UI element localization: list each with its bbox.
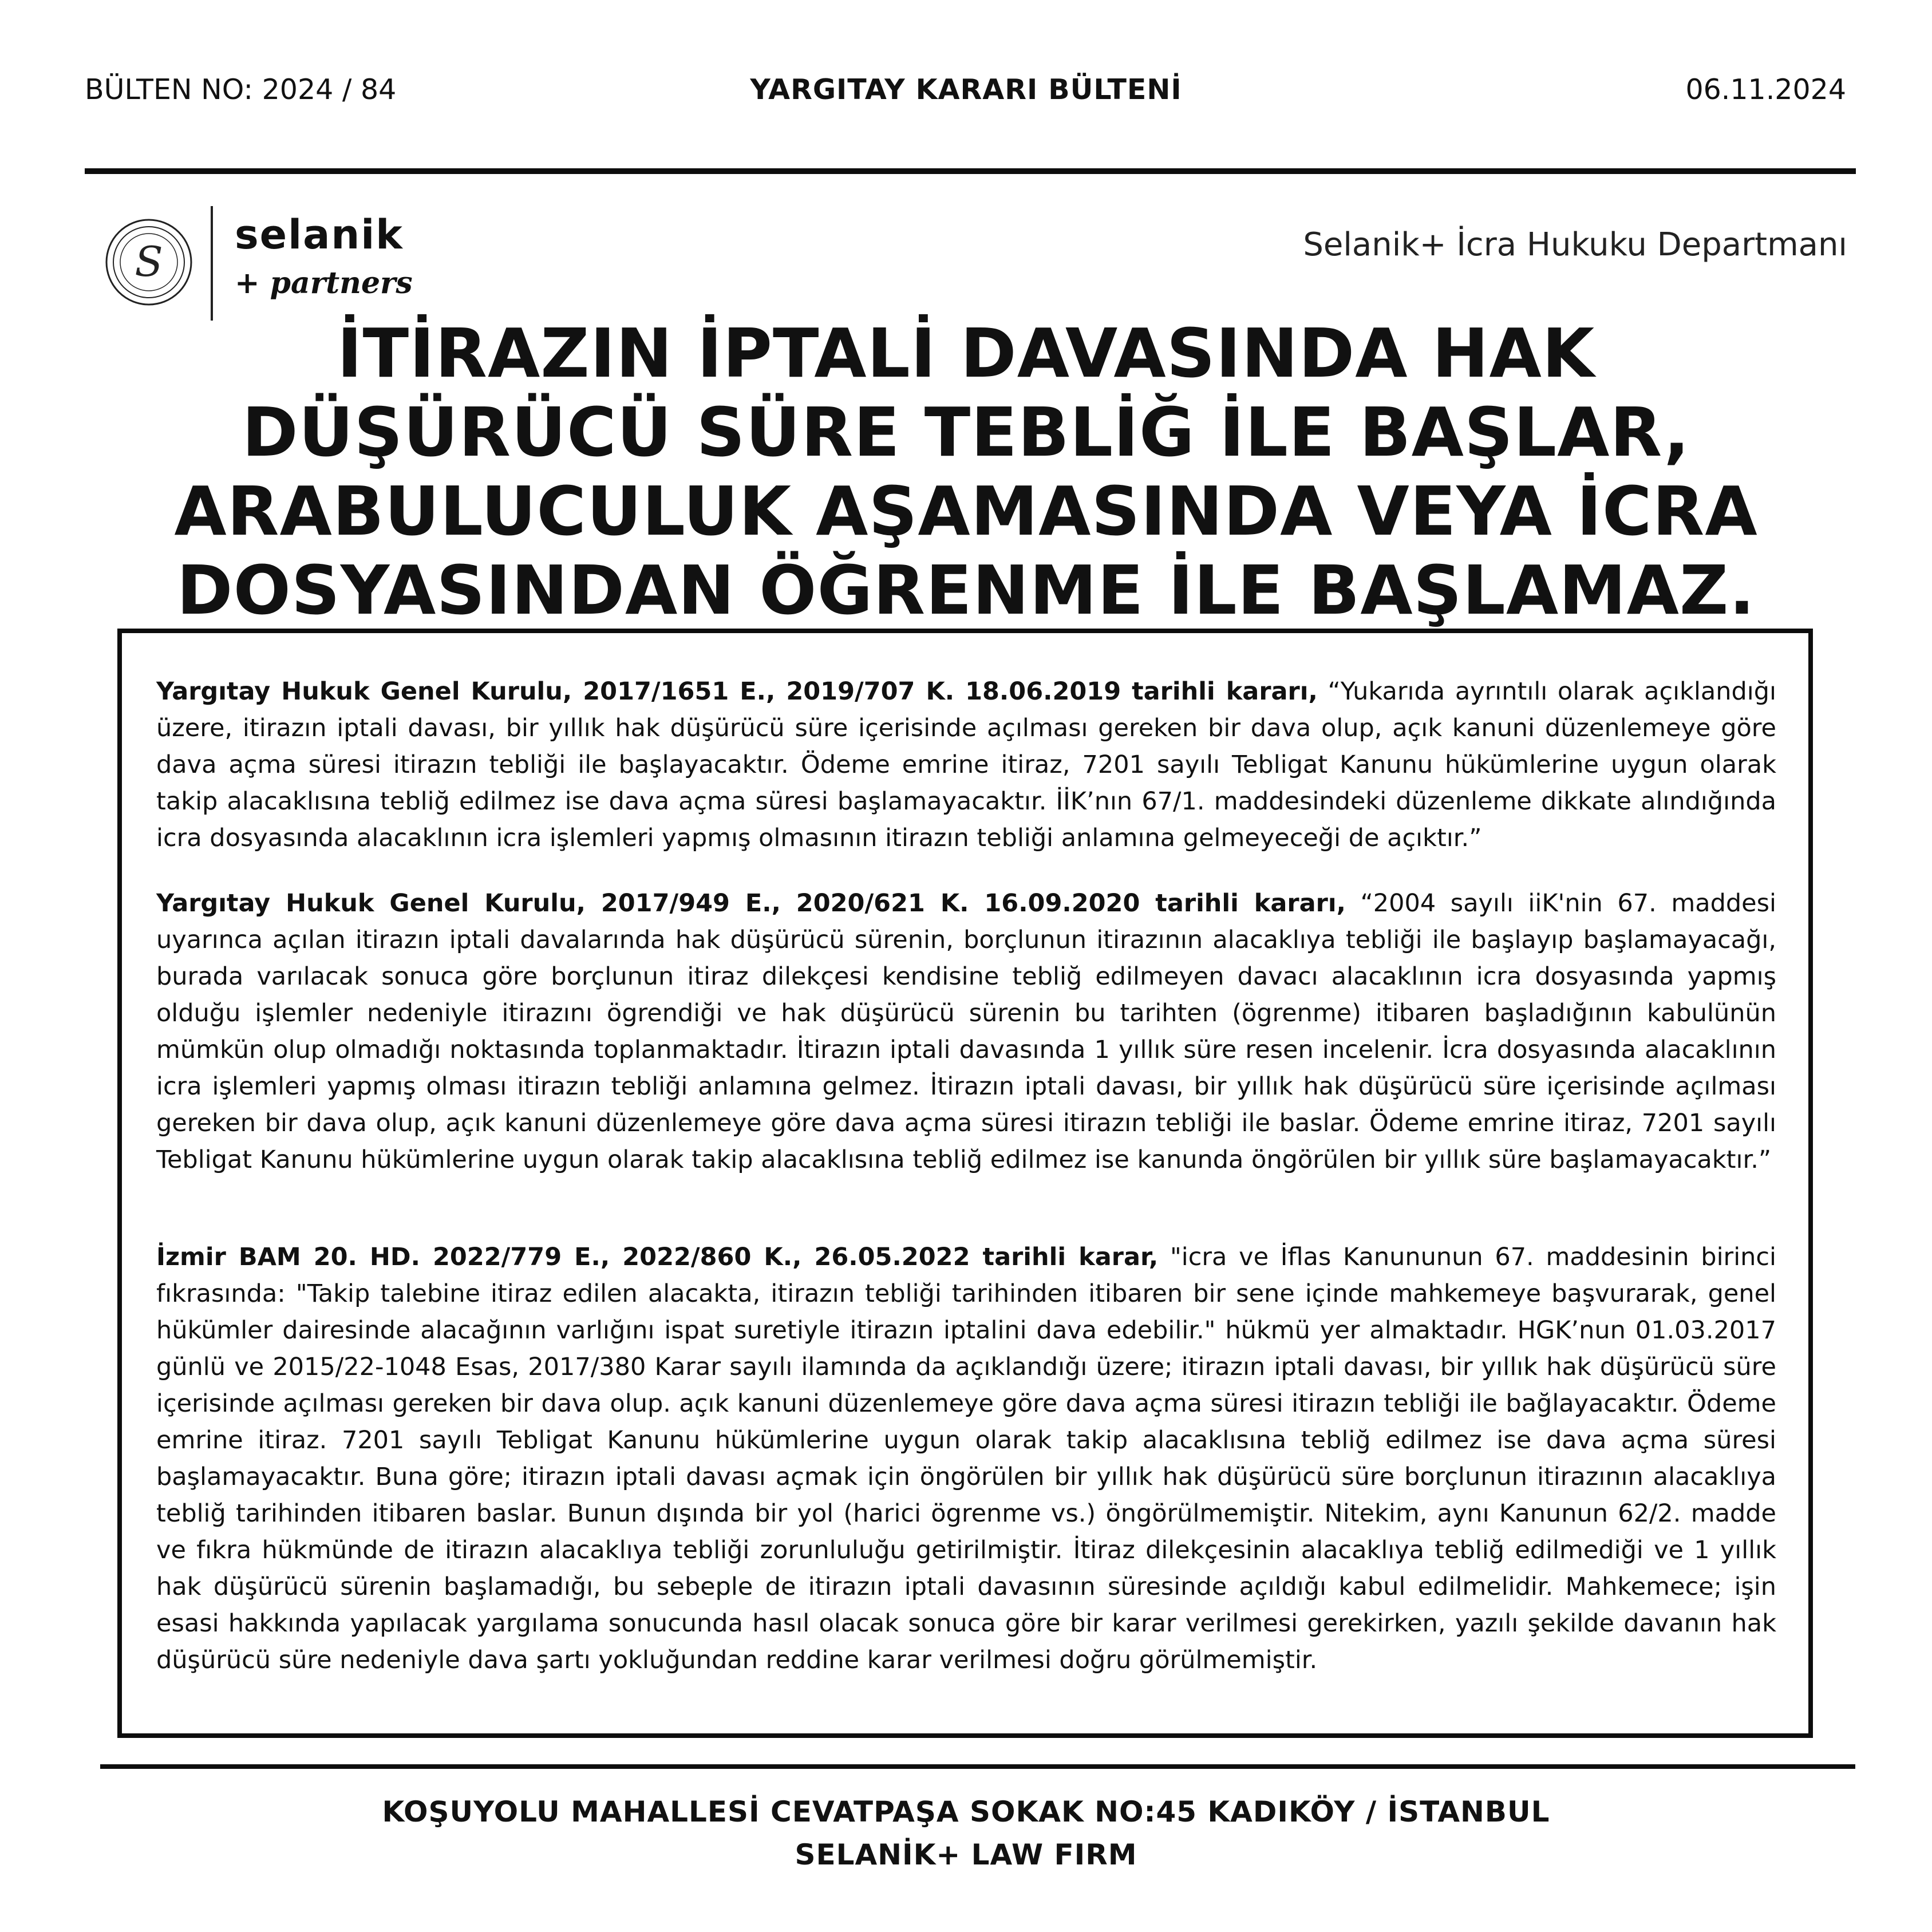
decision-paragraph xyxy=(156,673,1776,856)
decisions-box xyxy=(117,629,1813,1738)
decision-citation: İzmir BAM 20. HD. 2022/779 E., 2022/860 K., 26.05.2022 tarihli karar, xyxy=(156,1243,1159,1271)
decision-text: “2004 sayılı iiK'nin 67. maddesi uyarınca açılan itirazın iptali davalarında hak düşürücü sürenin, borçlunun itirazının alacaklıya tebliği ile başlayıp başlamayacağı, burada varılacak sonuca göre borçlunun itiraz dilekçesi kendisine tebliğ edilmeyen davacı alacaklının icra dosyasında yapmış olduğu işlemler nedeniyle itirazını ögrendiği ve hak düşürücü sürenin bu tarihten (ögrenme) itibaren başladığının kabulünün mümkün olup olmadığı noktasında toplanmaktadır. İtirazın iptali davasında 1 yıllık süre resen incelenir. İcra dosyasında alacaklının icra işlemleri yapmış olması itirazın tebliği anlamına gelmez. İtirazın iptali davası, bir yıllık hak düşürücü süre içerisinde açılması gereken bir dava olup, açık kanuni düzenlemeye göre dava açma süresi itirazın tebliği ile baslar. Ödeme emrine itiraz, 7201 sayılı Tebligat Kanunu hükümlerine uygun olarak takip alacaklısına tebliğ edilmez ise kanunda öngörülen bir yıllık süre başlamayacaktır.” xyxy=(156,889,1776,1174)
bulletin-number: BÜLTEN NO: 2024 / 84 xyxy=(85,73,397,106)
bulletin-headline xyxy=(114,314,1818,630)
headline-line: DÜŞÜRÜCÜ SÜRE TEBLİĞ İLE BAŞLAR, xyxy=(242,393,1690,472)
headline-line: DOSYASINDAN ÖĞRENME İLE BAŞLAMAZ. xyxy=(176,551,1756,630)
footer-divider xyxy=(100,1764,1855,1769)
department-name: Selanik+ İcra Hukuku Departmanı xyxy=(1303,226,1847,263)
footer-address: KOŞUYOLU MAHALLESİ CEVATPAŞA SOKAK NO:45 KADIKÖY / İSTANBUL xyxy=(382,1795,1550,1828)
logo-seal-icon xyxy=(103,216,195,308)
footer-firm-name: SELANİK+ LAW FIRM xyxy=(795,1838,1137,1871)
logo-mark-letter: S xyxy=(135,238,163,286)
logo-tagline: + partners xyxy=(235,266,413,301)
firm-logo xyxy=(97,206,418,326)
logo-divider xyxy=(211,206,213,321)
decision-text: "icra ve İflas Kanununun 67. maddesinin birinci fıkrasında: "Takip talebine itiraz edilen alacakta, itirazın tebliği tarihinden itibaren bir sene içinde mahkemeye başvurarak, genel hükümler dairesinde alacağının varlığını ispat suretiyle itirazın iptalini dava edebilir." hükmü yer almaktadır. HGK’nun 01.03.2017 günlü ve 2015/22-1048 Esas, 2017/380 Karar sayılı ilamında da açıklandığı üzere; itirazın iptali davası, bir yıllık hak düşürücü süre içerisinde açılması gereken bir dava olup. açık kanuni düzenlemeye göre dava açma süresi itirazın tebliği ile bağlayacaktır. Ödeme emrine itiraz. 7201 sayılı Tebligat Kanunu hükümlerine uygun olarak takip alacaklısına tebliğ edilmez ise dava açma süresi başlamayacaktır. Buna göre; itirazın iptali davası açmak için öngörülen bir yıllık hak düşürücü süre borçlunun itirazının alacaklıya tebliğ tarihinden itibaren baslar. Bunun dışında bir yol (harici ögrenme vs.) öngörülmemiştir. Nitekim, aynı Kanunun 62/2. madde ve fıkra hükmünde de itirazın alacaklıya tebliği zorunluluğu getirilmiştir. İtiraz dilekçesinin alacaklıya tebliğ edilmediği ve 1 yıllık hak düşürücü sürenin başlamadığı, bu sebeple de itirazın iptali davasının süresinde açıldığı kabul edilmelidir. Mahkemece; işin esasi hakkında yapılacak yargılama sonucunda hasıl olacak sonuca göre bir karar verilmesi gerekirken, yazılı şekilde davanın hak düşürücü süre nedeniyle dava şartı yokluğundan reddine karar verilmesi doğru görülmemiştir. xyxy=(156,1243,1776,1674)
header-divider xyxy=(85,168,1856,174)
bulletin-date: 06.11.2024 xyxy=(1685,73,1846,106)
bulletin-title: YARGITAY KARARI BÜLTENİ xyxy=(750,73,1182,106)
headline-line: İTİRAZIN İPTALİ DAVASINDA HAK xyxy=(337,314,1595,393)
decision-citation: Yargıtay Hukuk Genel Kurulu, 2017/1651 E., 2019/707 K. 18.06.2019 tarihli kararı, xyxy=(156,677,1318,706)
headline-line: ARABULUCULUK AŞAMASINDA VEYA İCRA xyxy=(174,472,1758,551)
decision-text: “Yukarıda ayrıntılı olarak açıklandığı üzere, itirazın iptali davası, bir yıllık hak düşürücü süre içerisinde açılması gereken bir dava olup, açık kanuni düzenlemeye göre dava açma süresi itirazın tebliği ile başlayacaktır. Ödeme emrine itiraz, 7201 sayılı Tebligat Kanunu hükümlerine uygun olarak takip alacaklısına tebliğ edilmez ise dava açma süresi başlamayacaktır. İİK’nın 67/1. maddesindeki düzenleme dikkate alındığında icra dosyasında alacaklının icra işlemleri yapmış olmasının itirazın tebliği anlamına gelmeyeceği de açıktır.” xyxy=(156,677,1776,852)
decision-paragraph xyxy=(156,885,1776,1178)
decision-paragraph xyxy=(156,1239,1776,1678)
logo-name: selanik xyxy=(235,211,404,258)
decision-citation: Yargıtay Hukuk Genel Kurulu, 2017/949 E., 2020/621 K. 16.09.2020 tarihli kararı, xyxy=(156,889,1346,918)
